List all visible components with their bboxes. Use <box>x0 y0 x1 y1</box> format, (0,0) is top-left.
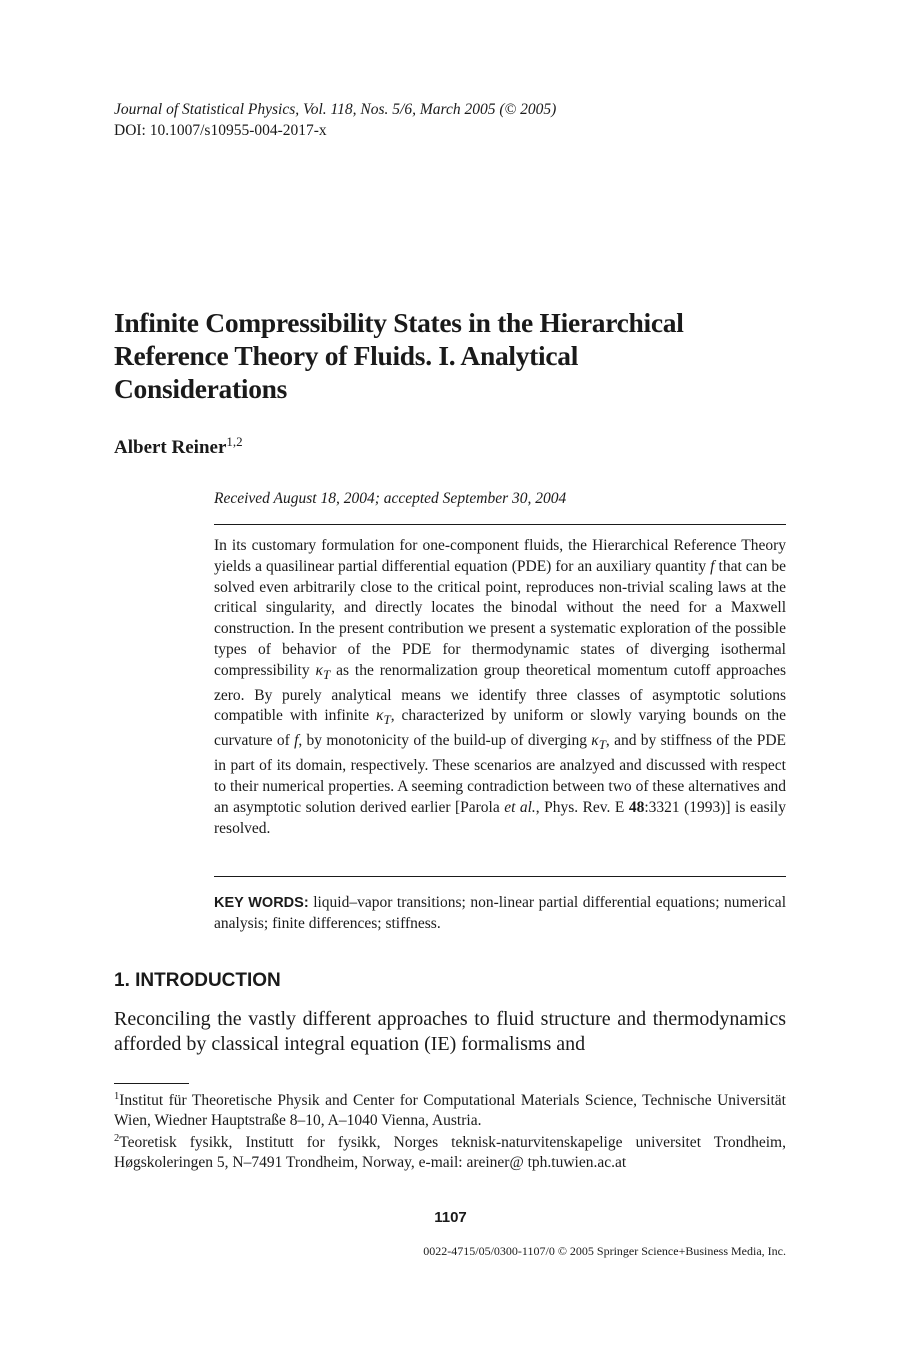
et-al: et al. <box>504 798 536 816</box>
abstract-text-5: , by monotonicity of the build-up of diverging <box>298 732 587 750</box>
copyright-line: 0022-4715/05/0300-1107/0 © 2005 Springer Science+Business Media, Inc. <box>423 1244 786 1258</box>
footnote-1 <box>114 1091 786 1131</box>
abstract-bottom-rule <box>214 876 786 877</box>
footnote-text: Teoretisk fysikk, Institutt for fysikk, Norges teknisk-naturvitenskapelige universitet Trondheim, Høgskoleringen 5, N–7491 Trondheim, Norway, e-mail: areiner@ tph.tuwien.ac.at <box>114 1134 786 1172</box>
intro-paragraph: Reconciling the vastly different approaches to fluid structure and thermodynamics afforded by classical integral equation (IE) formalisms and <box>114 1008 786 1055</box>
paper-title <box>114 306 814 405</box>
footnote-text: Institut für Theoretische Physik and Center for Computational Materials Science, Technische Universität Wien, Wiedner Hauptstraße 8–10, A–1040 Vienna, Austria. <box>114 1092 786 1130</box>
received-dates: Received August 18, 2004; accepted September 30, 2004 <box>214 490 567 507</box>
math-kappa-t <box>376 707 391 728</box>
math-f: f <box>710 557 715 575</box>
title-line-3: Considerations <box>114 373 288 404</box>
doi-line: DOI: 10.1007/s10955-004-2017-x <box>114 122 327 139</box>
abstract-text-7: , Phys. Rev. E <box>535 798 625 816</box>
author-line <box>114 436 243 460</box>
kappa-symbol: κ <box>315 661 323 679</box>
journal-citation: Journal of Statistical Physics, Vol. 118, Nos. 5/6, March 2005 (© 2005) <box>114 101 557 118</box>
author-affiliation-marks: 1,2 <box>226 434 243 449</box>
title-line-2: Reference Theory of Fluids. I. Analytical <box>114 340 579 371</box>
footnote-mark: 2 <box>114 1133 120 1144</box>
abstract-text-2: that can be solved even arbitrarily close to the critical point, reproduces non-trivial scaling laws at the critical singularity, and directly locates the binodal without the need for a Maxwell construction. In the present contribution we present a systematic exploration of the possible types of behavior of the PDE for thermodynamic states of diverging isothermal compressibility <box>214 557 786 679</box>
kappa-subscript: T <box>598 737 606 753</box>
author-name: Albert Reiner <box>114 437 227 458</box>
abstract-top-rule <box>214 524 786 525</box>
footnote-2 <box>114 1133 786 1173</box>
math-f: f <box>294 732 299 750</box>
title-line-1: Infinite Compressibility States in the Hierarchical <box>114 307 684 338</box>
page-number: 1107 <box>434 1209 467 1226</box>
abstract-text-1: In its customary formulation for one-component fluids, the Hierarchical Reference Theory yields a quasilinear partial differential equation (PDE) for an auxiliary quantity <box>214 537 786 575</box>
math-kappa-t <box>315 661 331 682</box>
kappa-subscript: T <box>383 712 391 728</box>
keywords-label: KEY WORDS: <box>214 895 309 911</box>
footnote-mark: 1 <box>114 1091 120 1102</box>
abstract-text-6: , and by stiffness of the PDE in part of its domain, respectively. These scenarios are analzyed and discussed with respect to their numerical properties. A seeming contradiction between two of these alternatives and an asymptotic solution derived earlier [Parola <box>214 732 787 816</box>
math-kappa-t <box>591 732 606 753</box>
kappa-subscript: T <box>322 666 331 682</box>
abstract-text-8: :3321 (1993)] is easily resolved. <box>214 798 786 837</box>
abstract-text-4: , characterized by uniform or slowly varying bounds on the curvature of <box>214 707 786 750</box>
keywords <box>214 893 786 935</box>
section-heading: 1. INTRODUCTION <box>114 970 281 991</box>
journal-volume: 48 <box>628 798 645 816</box>
abstract-text-3: as the renormalization group theoretical momentum cutoff approaches zero. By purely analytical means we identify three classes of asymptotic solutions compatible with infinite <box>214 661 787 725</box>
abstract <box>214 536 786 839</box>
keywords-text: liquid–vapor transitions; non-linear partial differential equations; numerical analysis; finite differences; stiffness. <box>214 894 786 932</box>
kappa-symbol: κ <box>591 732 599 750</box>
footnote-rule <box>114 1083 189 1084</box>
kappa-symbol: κ <box>376 707 384 725</box>
